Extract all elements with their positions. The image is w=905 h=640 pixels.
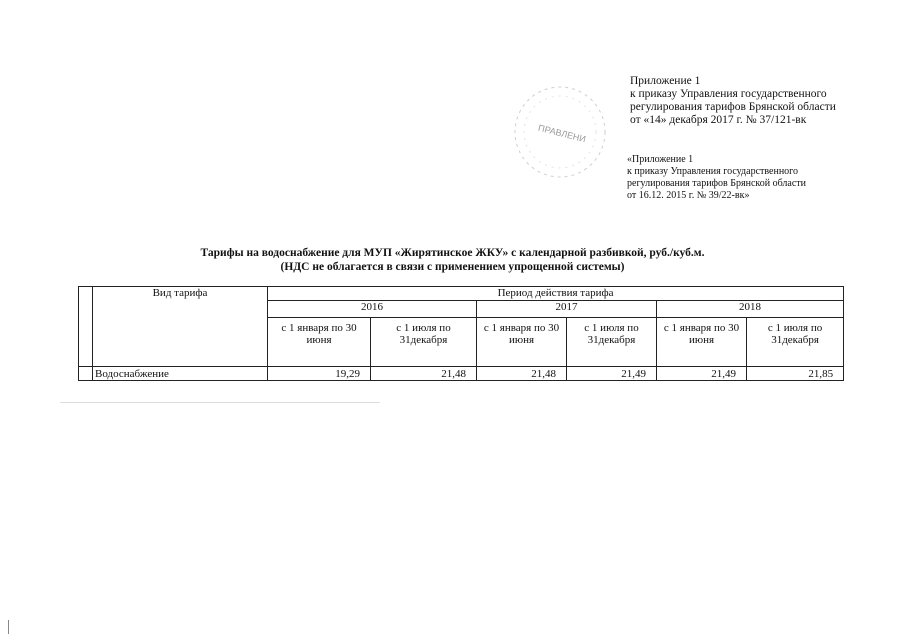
appendix-previous-line: к приказу Управления государственного xyxy=(627,166,799,177)
official-stamp xyxy=(510,82,610,182)
appendix-previous-line: регулирования тарифов Брянской области xyxy=(627,178,807,189)
title-line-1: Тарифы на водоснабжение для МУП «Жирятинское ЖКУ» с календарной разбивкой, руб./куб.м. xyxy=(200,247,705,259)
tariff-value: 21,48 xyxy=(477,367,567,381)
period-label: с 1 июля по 31декабря xyxy=(567,318,657,367)
appendix-previous xyxy=(627,154,806,202)
tariff-table xyxy=(78,286,844,381)
row-marker-cell xyxy=(79,287,93,367)
tariff-value: 21,85 xyxy=(747,367,844,381)
appendix-current-line: Приложение 1 xyxy=(630,75,701,87)
appendix-current-line: к приказу Управления государственного xyxy=(630,88,827,100)
row-name: Водоснабжение xyxy=(93,367,268,381)
tariff-value: 19,29 xyxy=(268,367,371,381)
year-header: 2017 xyxy=(477,301,657,318)
row-marker-cell xyxy=(79,367,93,381)
period-header: Период действия тарифа xyxy=(268,287,844,301)
tariff-value: 21,48 xyxy=(371,367,477,381)
col-type-header: Вид тарифа xyxy=(93,287,268,367)
appendix-current-line: регулирования тарифов Брянской области xyxy=(630,101,836,113)
title-line-2: (НДС не облагается в связи с применением упрощенной системы) xyxy=(280,261,625,273)
period-label: с 1 июля по 31декабря xyxy=(747,318,844,367)
table-row xyxy=(79,367,844,381)
year-header: 2018 xyxy=(657,301,844,318)
period-label: с 1 января по 30 июня xyxy=(268,318,371,367)
period-label: с 1 января по 30 июня xyxy=(657,318,747,367)
period-label: с 1 января по 30 июня xyxy=(477,318,567,367)
appendix-previous-line: «Приложение 1 xyxy=(627,154,694,165)
year-header: 2016 xyxy=(268,301,477,318)
tariff-value: 21,49 xyxy=(567,367,657,381)
appendix-previous-line: от 16.12. 2015 г. № 39/22-вк» xyxy=(627,190,750,201)
appendix-current xyxy=(630,75,836,127)
document-title xyxy=(0,246,905,274)
appendix-current-line: от «14» декабря 2017 г. № 37/121-вк xyxy=(630,114,807,126)
tariff-value: 21,49 xyxy=(657,367,747,381)
scan-edge-mark xyxy=(8,620,9,634)
period-label: с 1 июля по 31декабря xyxy=(371,318,477,367)
scan-artifact xyxy=(60,402,380,403)
stamp-text: ПРАВЛЕНИ xyxy=(537,122,587,145)
